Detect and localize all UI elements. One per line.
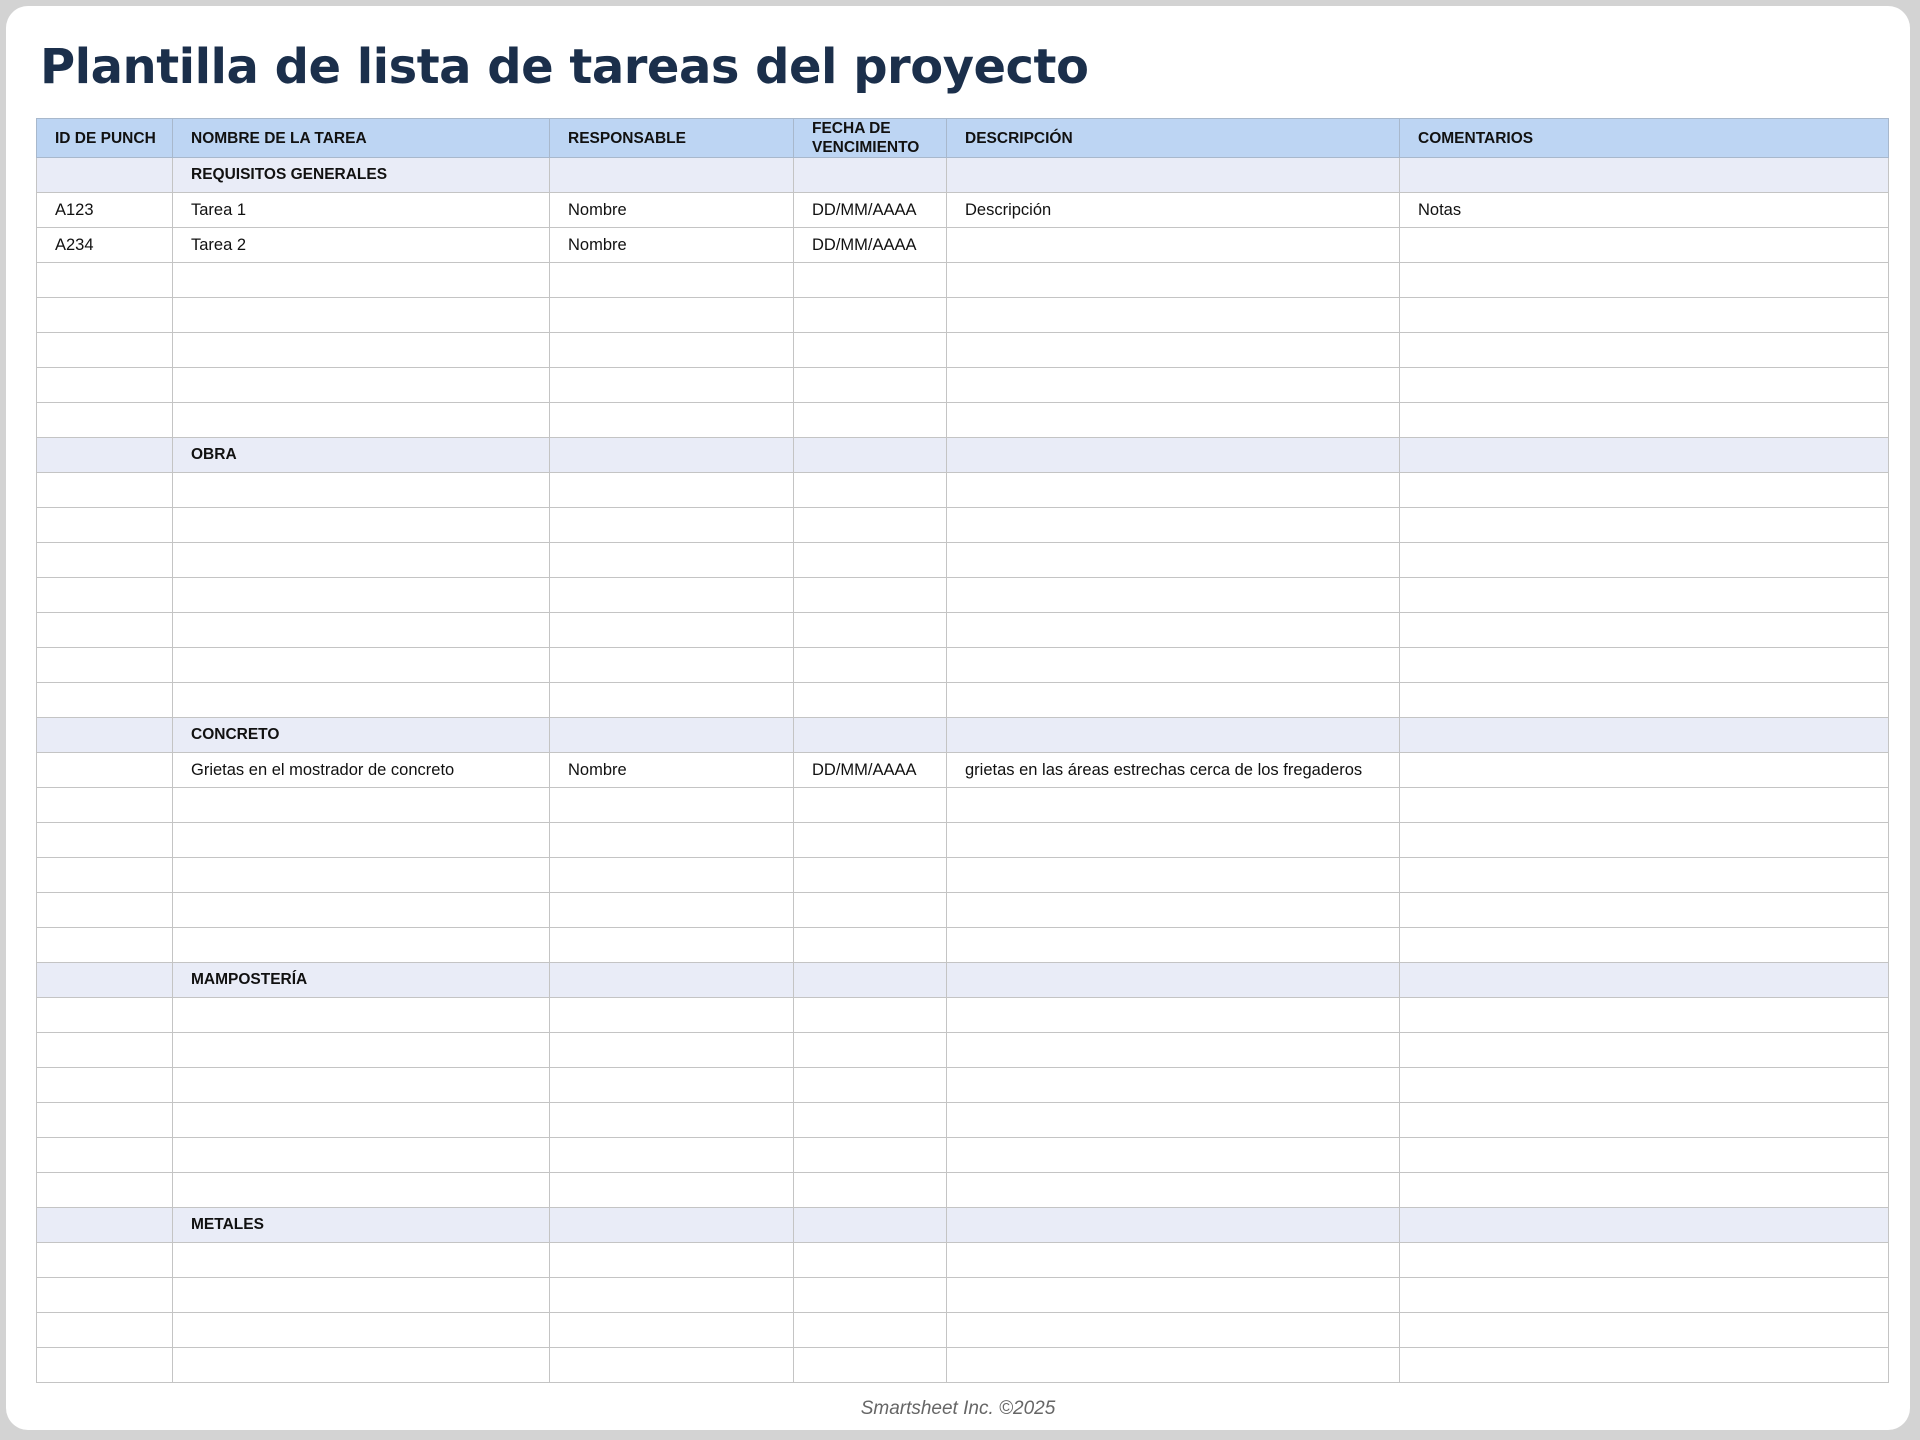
punch-id-cell <box>37 1033 173 1068</box>
due-date-cell <box>794 893 947 928</box>
description-cell <box>947 298 1400 333</box>
task-name-cell: Tarea 1 <box>173 193 550 228</box>
task-name-cell <box>173 1033 550 1068</box>
section-empty-cell <box>947 963 1400 998</box>
task-name-cell <box>173 858 550 893</box>
description-cell <box>947 788 1400 823</box>
description-cell <box>947 263 1400 298</box>
section-empty-cell <box>37 1208 173 1243</box>
comments-cell <box>1400 263 1889 298</box>
table-row <box>37 648 1889 683</box>
description-cell <box>947 823 1400 858</box>
section-empty-cell <box>37 158 173 193</box>
task-name-cell <box>173 508 550 543</box>
table-row <box>37 193 1889 228</box>
section-empty-cell <box>947 1208 1400 1243</box>
table-header <box>37 119 1889 158</box>
comments-cell <box>1400 368 1889 403</box>
due-date-cell <box>794 613 947 648</box>
column-header-comments: COMENTARIOS <box>1400 119 1889 158</box>
task-name-cell <box>173 1068 550 1103</box>
comments-cell <box>1400 1103 1889 1138</box>
section-empty-cell <box>794 718 947 753</box>
table-row <box>37 1138 1889 1173</box>
section-empty-cell <box>1400 963 1889 998</box>
punch-id-cell <box>37 298 173 333</box>
description-cell <box>947 578 1400 613</box>
comments-cell <box>1400 1068 1889 1103</box>
comments-cell <box>1400 333 1889 368</box>
task-name-cell <box>173 788 550 823</box>
section-title: OBRA <box>173 438 550 473</box>
section-empty-cell <box>550 158 794 193</box>
task-name-cell <box>173 543 550 578</box>
punch-id-cell: A123 <box>37 193 173 228</box>
section-row <box>37 1208 1889 1243</box>
table-row <box>37 263 1889 298</box>
owner-cell <box>550 543 794 578</box>
punch-id-cell <box>37 263 173 298</box>
task-name-cell <box>173 298 550 333</box>
column-header-due-date: FECHA DE VENCIMIENTO <box>794 119 947 158</box>
due-date-cell <box>794 1103 947 1138</box>
due-date-cell <box>794 1138 947 1173</box>
owner-cell <box>550 1138 794 1173</box>
punch-id-cell <box>37 1313 173 1348</box>
section-empty-cell <box>37 438 173 473</box>
description-cell <box>947 333 1400 368</box>
table-row <box>37 228 1889 263</box>
description-cell <box>947 403 1400 438</box>
comments-cell <box>1400 578 1889 613</box>
due-date-cell <box>794 858 947 893</box>
task-name-cell: Grietas en el mostrador de concreto <box>173 753 550 788</box>
section-empty-cell <box>37 718 173 753</box>
punch-id-cell <box>37 788 173 823</box>
due-date-cell <box>794 333 947 368</box>
table-row <box>37 613 1889 648</box>
description-cell <box>947 508 1400 543</box>
page-title: Plantilla de lista de tareas del proyecto <box>40 39 1089 95</box>
description-cell <box>947 1243 1400 1278</box>
comments-cell <box>1400 1313 1889 1348</box>
section-empty-cell <box>1400 718 1889 753</box>
due-date-cell: DD/MM/AAAA <box>794 193 947 228</box>
section-row <box>37 158 1889 193</box>
comments-cell <box>1400 1348 1889 1383</box>
comments-cell <box>1400 1173 1889 1208</box>
task-name-cell <box>173 613 550 648</box>
description-cell <box>947 1278 1400 1313</box>
owner-cell <box>550 403 794 438</box>
task-name-cell <box>173 368 550 403</box>
table-row <box>37 333 1889 368</box>
comments-cell: Notas <box>1400 193 1889 228</box>
comments-cell <box>1400 928 1889 963</box>
punch-id-cell <box>37 333 173 368</box>
description-cell: Descripción <box>947 193 1400 228</box>
table-row <box>37 1103 1889 1138</box>
comments-cell <box>1400 893 1889 928</box>
task-name-cell <box>173 1348 550 1383</box>
description-cell <box>947 1173 1400 1208</box>
table-row <box>37 508 1889 543</box>
section-row <box>37 438 1889 473</box>
task-name-cell <box>173 1278 550 1313</box>
description-cell <box>947 928 1400 963</box>
due-date-cell <box>794 543 947 578</box>
section-empty-cell <box>794 963 947 998</box>
task-name-cell <box>173 928 550 963</box>
due-date-cell <box>794 823 947 858</box>
owner-cell <box>550 368 794 403</box>
due-date-cell <box>794 1068 947 1103</box>
due-date-cell <box>794 1173 947 1208</box>
section-empty-cell <box>550 1208 794 1243</box>
description-cell <box>947 473 1400 508</box>
punch-id-cell <box>37 1348 173 1383</box>
document-page <box>6 6 1910 1430</box>
due-date-cell <box>794 263 947 298</box>
punch-id-cell <box>37 613 173 648</box>
section-empty-cell <box>1400 1208 1889 1243</box>
table-row <box>37 1173 1889 1208</box>
punch-id-cell <box>37 753 173 788</box>
description-cell <box>947 613 1400 648</box>
punch-id-cell <box>37 928 173 963</box>
table-row <box>37 473 1889 508</box>
table-row <box>37 1348 1889 1383</box>
table-row <box>37 1313 1889 1348</box>
owner-cell <box>550 298 794 333</box>
task-name-cell <box>173 473 550 508</box>
description-cell <box>947 1138 1400 1173</box>
punch-id-cell <box>37 858 173 893</box>
task-name-cell: Tarea 2 <box>173 228 550 263</box>
due-date-cell <box>794 298 947 333</box>
due-date-cell <box>794 1313 947 1348</box>
comments-cell <box>1400 648 1889 683</box>
description-cell: grietas en las áreas estrechas cerca de los fregaderos <box>947 753 1400 788</box>
comments-cell <box>1400 858 1889 893</box>
due-date-cell <box>794 1348 947 1383</box>
owner-cell: Nombre <box>550 753 794 788</box>
task-name-cell <box>173 263 550 298</box>
task-name-cell <box>173 683 550 718</box>
table-row <box>37 1243 1889 1278</box>
owner-cell <box>550 928 794 963</box>
table-row <box>37 683 1889 718</box>
punch-id-cell <box>37 1138 173 1173</box>
comments-cell <box>1400 613 1889 648</box>
owner-cell: Nombre <box>550 193 794 228</box>
due-date-cell <box>794 1033 947 1068</box>
owner-cell <box>550 858 794 893</box>
comments-cell <box>1400 1243 1889 1278</box>
section-empty-cell <box>794 158 947 193</box>
punch-id-cell <box>37 403 173 438</box>
comments-cell <box>1400 823 1889 858</box>
owner-cell <box>550 263 794 298</box>
task-name-cell <box>173 823 550 858</box>
section-row <box>37 963 1889 998</box>
description-cell <box>947 1068 1400 1103</box>
task-name-cell <box>173 1173 550 1208</box>
owner-cell <box>550 788 794 823</box>
table-row <box>37 998 1889 1033</box>
due-date-cell: DD/MM/AAAA <box>794 753 947 788</box>
section-empty-cell <box>550 718 794 753</box>
table-row <box>37 893 1889 928</box>
description-cell <box>947 1313 1400 1348</box>
table-row <box>37 368 1889 403</box>
task-name-cell <box>173 998 550 1033</box>
punch-id-cell <box>37 473 173 508</box>
punch-id-cell <box>37 1068 173 1103</box>
owner-cell <box>550 648 794 683</box>
table-row <box>37 753 1889 788</box>
column-header-task-name: NOMBRE DE LA TAREA <box>173 119 550 158</box>
owner-cell <box>550 1313 794 1348</box>
section-empty-cell <box>37 963 173 998</box>
table-row <box>37 1033 1889 1068</box>
owner-cell <box>550 578 794 613</box>
table-row <box>37 1068 1889 1103</box>
comments-cell <box>1400 543 1889 578</box>
description-cell <box>947 858 1400 893</box>
due-date-cell <box>794 578 947 613</box>
section-title: REQUISITOS GENERALES <box>173 158 550 193</box>
due-date-cell <box>794 1243 947 1278</box>
punch-id-cell <box>37 1243 173 1278</box>
owner-cell <box>550 1068 794 1103</box>
due-date-cell <box>794 683 947 718</box>
owner-cell <box>550 613 794 648</box>
column-header-owner: RESPONSABLE <box>550 119 794 158</box>
comments-cell <box>1400 998 1889 1033</box>
comments-cell <box>1400 1138 1889 1173</box>
table-row <box>37 1278 1889 1313</box>
table-row <box>37 928 1889 963</box>
table-row <box>37 578 1889 613</box>
owner-cell <box>550 1103 794 1138</box>
punch-id-cell <box>37 823 173 858</box>
due-date-cell <box>794 998 947 1033</box>
comments-cell <box>1400 1033 1889 1068</box>
table-row <box>37 823 1889 858</box>
due-date-cell: DD/MM/AAAA <box>794 228 947 263</box>
punch-id-cell <box>37 578 173 613</box>
description-cell <box>947 543 1400 578</box>
due-date-cell <box>794 1278 947 1313</box>
comments-cell <box>1400 753 1889 788</box>
section-empty-cell <box>1400 438 1889 473</box>
punch-id-cell <box>37 998 173 1033</box>
header-row <box>37 119 1889 158</box>
description-cell <box>947 1103 1400 1138</box>
description-cell <box>947 683 1400 718</box>
section-empty-cell <box>947 718 1400 753</box>
task-name-cell <box>173 1313 550 1348</box>
due-date-cell <box>794 928 947 963</box>
owner-cell <box>550 1278 794 1313</box>
table-row <box>37 403 1889 438</box>
column-header-punch-id: ID DE PUNCH <box>37 119 173 158</box>
description-cell <box>947 228 1400 263</box>
punch-id-cell <box>37 683 173 718</box>
due-date-cell <box>794 508 947 543</box>
description-cell <box>947 648 1400 683</box>
section-empty-cell <box>947 438 1400 473</box>
due-date-cell <box>794 788 947 823</box>
section-title: METALES <box>173 1208 550 1243</box>
section-empty-cell <box>1400 158 1889 193</box>
task-name-cell <box>173 403 550 438</box>
description-cell <box>947 893 1400 928</box>
comments-cell <box>1400 1278 1889 1313</box>
task-name-cell <box>173 578 550 613</box>
section-empty-cell <box>794 1208 947 1243</box>
owner-cell <box>550 333 794 368</box>
column-header-description: DESCRIPCIÓN <box>947 119 1400 158</box>
table-row <box>37 298 1889 333</box>
owner-cell <box>550 508 794 543</box>
section-title: CONCRETO <box>173 718 550 753</box>
punch-id-cell: A234 <box>37 228 173 263</box>
comments-cell <box>1400 403 1889 438</box>
punch-id-cell <box>37 508 173 543</box>
comments-cell <box>1400 683 1889 718</box>
comments-cell <box>1400 788 1889 823</box>
punch-list-table <box>36 118 1889 1383</box>
punch-id-cell <box>37 648 173 683</box>
owner-cell <box>550 473 794 508</box>
table-row <box>37 788 1889 823</box>
section-empty-cell <box>947 158 1400 193</box>
owner-cell <box>550 1173 794 1208</box>
section-empty-cell <box>794 438 947 473</box>
due-date-cell <box>794 403 947 438</box>
comments-cell <box>1400 473 1889 508</box>
owner-cell <box>550 893 794 928</box>
table-body <box>37 158 1889 1383</box>
comments-cell <box>1400 298 1889 333</box>
task-name-cell <box>173 648 550 683</box>
owner-cell <box>550 1033 794 1068</box>
punch-id-cell <box>37 543 173 578</box>
punch-id-cell <box>37 1173 173 1208</box>
punch-id-cell <box>37 893 173 928</box>
owner-cell <box>550 823 794 858</box>
comments-cell <box>1400 508 1889 543</box>
due-date-cell <box>794 368 947 403</box>
table-row <box>37 858 1889 893</box>
section-title: MAMPOSTERÍA <box>173 963 550 998</box>
owner-cell: Nombre <box>550 228 794 263</box>
owner-cell <box>550 1348 794 1383</box>
punch-id-cell <box>37 1278 173 1313</box>
description-cell <box>947 368 1400 403</box>
owner-cell <box>550 1243 794 1278</box>
description-cell <box>947 1033 1400 1068</box>
due-date-cell <box>794 648 947 683</box>
task-name-cell <box>173 333 550 368</box>
section-empty-cell <box>550 438 794 473</box>
section-row <box>37 718 1889 753</box>
task-name-cell <box>173 893 550 928</box>
table-row <box>37 543 1889 578</box>
owner-cell <box>550 998 794 1033</box>
description-cell <box>947 998 1400 1033</box>
description-cell <box>947 1348 1400 1383</box>
owner-cell <box>550 683 794 718</box>
comments-cell <box>1400 228 1889 263</box>
section-empty-cell <box>550 963 794 998</box>
footer-copyright: Smartsheet Inc. ©2025 <box>860 1398 1056 1419</box>
task-name-cell <box>173 1138 550 1173</box>
punch-id-cell <box>37 368 173 403</box>
punch-id-cell <box>37 1103 173 1138</box>
task-name-cell <box>173 1243 550 1278</box>
due-date-cell <box>794 473 947 508</box>
task-name-cell <box>173 1103 550 1138</box>
